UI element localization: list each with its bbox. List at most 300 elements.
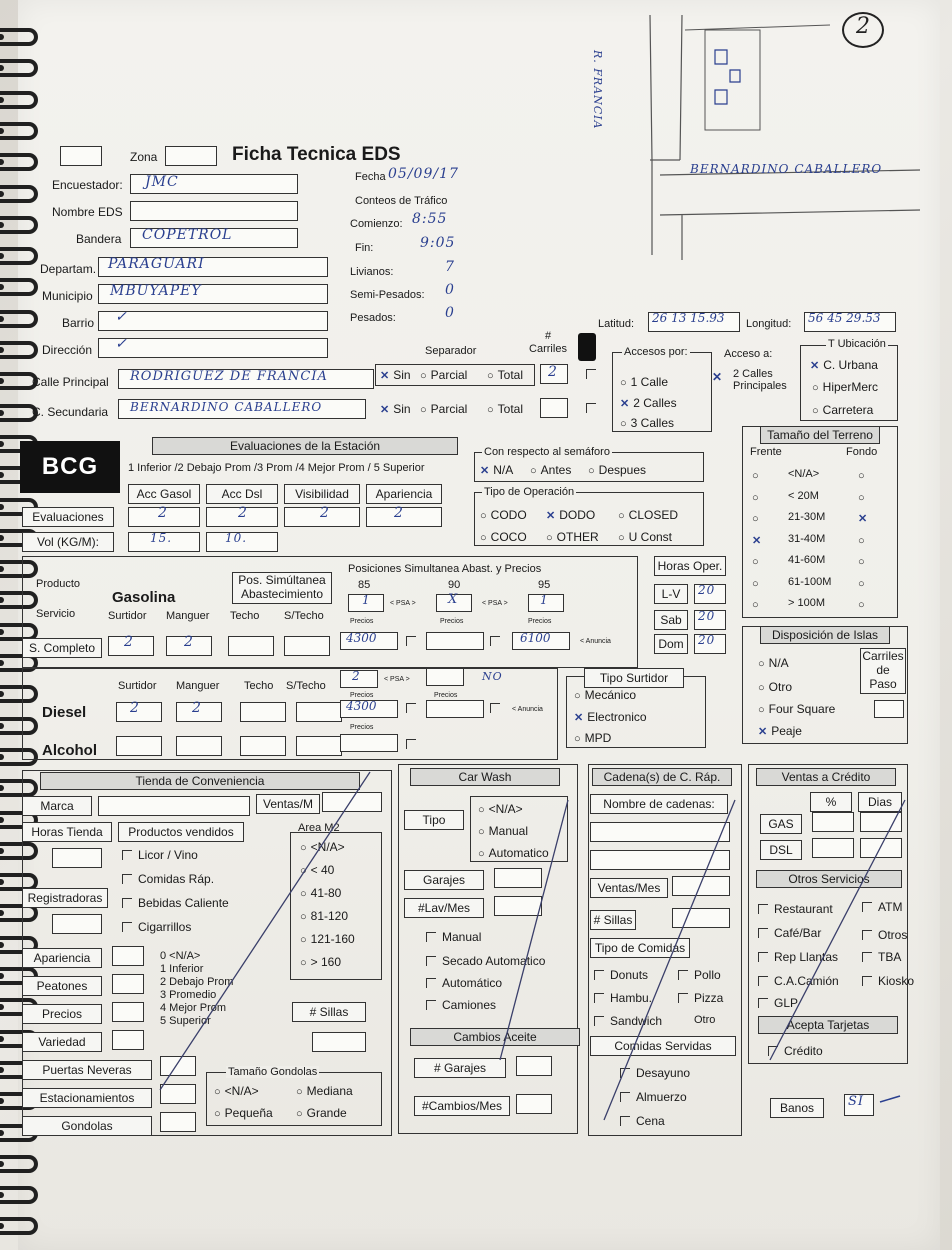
terreno-row-label: > 100M	[788, 597, 825, 609]
direccion-field[interactable]	[98, 338, 328, 358]
g-stecho-field[interactable]	[284, 636, 330, 656]
dom-value: 20	[698, 633, 716, 647]
gas-label: GAS	[760, 814, 802, 834]
vol-label: Vol (KG/M):	[22, 532, 114, 552]
d-techo-field[interactable]	[240, 702, 286, 722]
semaforo-despues[interactable]: ○ Despues	[588, 463, 646, 477]
sab-label: Sab	[654, 610, 688, 630]
calle-principal-label: Calle Principal	[32, 375, 109, 389]
tamano-gondolas-label: Tamaño Gondolas	[228, 1066, 318, 1078]
credito-header: Ventas a Crédito	[756, 768, 896, 786]
chk-pizza[interactable]: Pizza	[678, 991, 723, 1005]
departam-label: Departam.	[40, 262, 97, 276]
gas-pct-field[interactable]	[812, 812, 854, 832]
precios-1: Precios	[350, 618, 374, 625]
ubicacion-label: T Ubicación	[828, 338, 886, 350]
terreno-frente-radio[interactable]	[752, 468, 763, 482]
stecho-label: S/Techo	[284, 610, 324, 622]
terreno-fondo-radio[interactable]	[858, 597, 869, 611]
c-cambios-label: #Cambios/Mes	[414, 1096, 510, 1116]
tipo-label: Tipo	[404, 810, 464, 830]
d-psa-label: < PSA >	[384, 676, 410, 683]
cadena-sillas-label: # Sillas	[590, 910, 636, 930]
chk-hambu[interactable]: Hambu.	[594, 991, 652, 1005]
psa-2: < PSA >	[482, 600, 508, 607]
spiral-ring	[0, 185, 38, 203]
barrio-value: ✓	[115, 309, 128, 325]
garajes-field[interactable]	[494, 868, 542, 888]
sep1-check[interactable]	[586, 369, 596, 379]
conteos-label: Conteos de Tráfico	[355, 195, 448, 207]
cw-manual[interactable]: ○ Manual	[478, 824, 528, 838]
chk-almuerzo[interactable]: Almuerzo	[620, 1090, 687, 1104]
fin-label: Fin:	[355, 242, 374, 254]
gas-dias-field[interactable]	[860, 812, 902, 832]
p90-value: X	[448, 592, 459, 607]
sep1-sin[interactable]: ✕ Sin	[380, 368, 411, 382]
lavmes-label: #Lav/Mes	[404, 898, 484, 918]
carriles-1-value: 2	[548, 364, 558, 380]
bandera-value: COPETROL	[142, 227, 233, 243]
ubicacion-hipermerc[interactable]: ○ HiperMerc	[812, 380, 878, 394]
area-option[interactable]: ○ 81-120	[300, 909, 348, 923]
sep1-total[interactable]: ○ Total	[487, 368, 523, 382]
pos-simultanea-box: Pos. Simúltanea Abastecimiento	[232, 572, 332, 604]
comienzo-value: 8:55	[412, 211, 448, 227]
area-option[interactable]: ○ 41-80	[300, 886, 341, 900]
estacionamientos-label: Estacionamientos	[22, 1088, 152, 1108]
d-techo-label: Techo	[244, 680, 274, 692]
d-anuncia: < Anuncia	[512, 706, 543, 713]
dom-label: Dom	[654, 634, 688, 654]
techo-label: Techo	[230, 610, 260, 622]
garajes-label: Garajes	[404, 870, 484, 890]
p90-label: 90	[448, 579, 461, 591]
g-manguer-value: 2	[184, 634, 194, 650]
scale-item: 2 Debajo Prom	[160, 976, 234, 988]
islas-otro[interactable]: ○ Otro	[758, 680, 792, 694]
scale-item: 3 Promedio	[160, 989, 217, 1001]
producto-label: Producto	[36, 578, 81, 590]
carriles-label: # Carriles	[529, 330, 567, 355]
d-price2-check[interactable]	[490, 703, 500, 713]
gondolas-field[interactable]	[160, 1112, 196, 1132]
terreno-fondo-radio[interactable]	[858, 468, 869, 482]
acc-gasol-col: Acc Gasol	[128, 484, 200, 504]
price-85-check[interactable]	[406, 636, 416, 646]
livianos-label: Livianos:	[350, 266, 394, 278]
gondola-grande[interactable]: ○ Grande	[296, 1106, 347, 1120]
pct-label: %	[810, 792, 852, 812]
cambios-aceite-header: Cambios Aceite	[410, 1028, 580, 1046]
spiral-ring	[0, 310, 38, 328]
chk-licor[interactable]: Licor / Vino	[122, 848, 198, 862]
terreno-header: Tamaño del Terreno	[760, 426, 880, 444]
eval-4-field[interactable]	[366, 507, 442, 527]
islas-peaje[interactable]: ✕ Peaje	[758, 724, 802, 738]
a-surtidor-field[interactable]	[116, 736, 162, 756]
d-p2-field[interactable]	[426, 668, 464, 686]
chk-pollo[interactable]: Pollo	[678, 968, 721, 982]
form-title: Ficha Tecnica EDS	[232, 144, 401, 165]
chk-cafe[interactable]: Café/Bar	[758, 926, 821, 940]
surtidor-mpd[interactable]: ○ MPD	[574, 731, 611, 745]
p85-value: 1	[362, 593, 371, 607]
gondolas-label: Gondolas	[22, 1116, 152, 1136]
terreno-row-label: < 20M	[788, 489, 819, 502]
pesados-value: 0	[445, 305, 455, 321]
puertas-neveras-label: Puertas Neveras	[22, 1060, 152, 1080]
islas-na[interactable]: ○ N/A	[758, 656, 789, 670]
d-precios-1: Precios	[350, 692, 374, 699]
terreno-fondo-radio[interactable]	[858, 576, 869, 590]
fecha-value: 05/09/17	[388, 166, 459, 182]
cadena-sillas-field[interactable]	[672, 908, 730, 928]
id-field[interactable]	[60, 146, 102, 166]
semi-value: 0	[445, 282, 455, 298]
lv-value: 20	[698, 583, 716, 597]
price-90-field[interactable]	[426, 632, 484, 650]
d-price-check[interactable]	[406, 703, 416, 713]
s-completo-label: S. Completo	[22, 638, 102, 658]
sillas-label: # Sillas	[292, 1002, 366, 1022]
accesos-3-calles[interactable]: ○ 3 Calles	[620, 416, 674, 430]
apariencia-label: Apariencia	[22, 948, 102, 968]
semaforo-na[interactable]: ✕ N/A	[480, 463, 513, 477]
d-surtidor-value: 2	[130, 700, 140, 716]
bandera-label: Bandera	[76, 232, 122, 246]
location-sketch	[590, 10, 930, 270]
chk-comidas[interactable]: Comidas Ráp.	[122, 872, 214, 886]
a-price-check[interactable]	[406, 739, 416, 749]
tipo-comidas-label: Tipo de Comidas	[590, 938, 690, 958]
sab-value: 20	[698, 609, 716, 623]
price-95-value: 6100	[520, 631, 551, 645]
eval-4-value: 2	[394, 505, 404, 521]
direccion-value: ✓	[115, 336, 128, 352]
acceso-a-check[interactable]: ✕	[712, 370, 723, 384]
surtidor-electronico[interactable]: ✕ Electronico	[574, 710, 647, 724]
latitud-value: 26 13 15.93	[652, 311, 725, 325]
spiral-ring	[0, 247, 38, 265]
gondola-pequena[interactable]: ○ Pequeña	[214, 1106, 273, 1120]
islas-four[interactable]: ○ Four Square	[758, 702, 835, 716]
gondola-mediana[interactable]: ○ Mediana	[296, 1084, 353, 1098]
municipio-label: Municipio	[42, 289, 93, 303]
chk-sandwich[interactable]: Sandwich	[594, 1014, 662, 1028]
apariencia-field[interactable]	[112, 946, 144, 966]
c-cambios-field[interactable]	[516, 1094, 552, 1114]
peatones-field[interactable]	[112, 974, 144, 994]
spiral-ring	[0, 153, 38, 171]
chk-ca-camion[interactable]: C.A.Camión	[758, 974, 839, 988]
estacionamientos-field[interactable]	[160, 1084, 196, 1104]
terreno-fondo-radio[interactable]	[858, 533, 869, 547]
sketch-street-1: R. FRANCIA	[591, 50, 604, 130]
p95-label: 95	[538, 579, 551, 591]
scale-item: 1 Inferior	[160, 963, 204, 975]
ubicacion-carretera[interactable]: ○ Carretera	[812, 403, 873, 417]
d-manguer-label: Manguer	[176, 680, 220, 692]
chk-cena[interactable]: Cena	[620, 1114, 665, 1128]
d-no-value: NO	[482, 670, 503, 683]
precios-2: Precios	[440, 618, 464, 625]
area-m2-label: Area M2	[298, 822, 340, 834]
departam-value: PARAGUARI	[108, 256, 205, 272]
chk-otros[interactable]: Otros	[862, 928, 907, 942]
dsl-dias-field[interactable]	[860, 838, 902, 858]
municipio-value: MBUYAPEY	[110, 283, 202, 299]
sep2-total[interactable]: ○ Total	[487, 402, 523, 416]
alcohol-label: Alcohol	[42, 742, 97, 759]
terreno-fondo-radio[interactable]	[858, 554, 869, 568]
d-psa-value: 2	[352, 669, 361, 683]
cadena-header: Cadena(s) de C. Ráp.	[592, 768, 732, 786]
sillas-field[interactable]	[312, 1032, 366, 1052]
area-option[interactable]: ○ 121-160	[300, 932, 355, 946]
spiral-ring	[0, 28, 38, 46]
carriles-paso-label: Carriles de Paso	[860, 648, 906, 694]
gasolina-label: Gasolina	[112, 589, 176, 606]
otros-servicios-header: Otros Servicios	[756, 870, 902, 888]
d-precios-3: Precios	[350, 724, 374, 731]
productos-vendidos-label: Productos vendidos	[118, 822, 244, 842]
chk-rep[interactable]: Rep Llantas	[758, 950, 838, 964]
area-option[interactable]: ○ < 40	[300, 863, 334, 877]
marca-label: Marca	[22, 796, 92, 816]
ventas-m-label: Ventas/M	[256, 794, 320, 814]
d-manguer-value: 2	[192, 700, 202, 716]
longitud-value: 56 45 29.53	[808, 311, 881, 325]
semi-label: Semi-Pesados:	[350, 289, 425, 301]
chk-donuts[interactable]: Donuts	[594, 968, 648, 982]
frente-label: Frente	[750, 446, 782, 458]
op-closed[interactable]: ○ CLOSED	[618, 508, 678, 522]
peatones-label: Peatones	[22, 976, 102, 996]
cadena-name-2[interactable]	[590, 850, 730, 870]
area-option[interactable]: ○ <N/A>	[300, 840, 345, 854]
c-garajes-field[interactable]	[516, 1056, 552, 1076]
accesos-1-calle[interactable]: ○ 1 Calle	[620, 375, 668, 389]
acceso-a-option: 2 Calles Principales	[733, 368, 787, 392]
terreno-frente-radio[interactable]	[752, 554, 763, 568]
sep2-parcial[interactable]: ○ Parcial	[420, 402, 467, 416]
posiciones-label: Posiciones Simultanea Abast. y Precios	[348, 563, 542, 575]
d-price2-field[interactable]	[426, 700, 484, 718]
marca-field[interactable]	[98, 796, 250, 816]
chk-cw-secado[interactable]: Secado Automatico	[426, 954, 545, 968]
acepta-tarjetas-header: Acepta Tarjetas	[758, 1016, 898, 1034]
op-dodo[interactable]: ✕ DODO	[546, 508, 595, 522]
cadena-ventas-label: Ventas/Mes	[590, 878, 668, 898]
terreno-fondo-radio[interactable]	[858, 490, 869, 504]
ventas-m-field[interactable]	[322, 792, 382, 812]
islas-header: Disposición de Islas	[760, 626, 890, 644]
cadena-name-1[interactable]	[590, 822, 730, 842]
terreno-frente-radio[interactable]	[752, 490, 763, 504]
tienda-header: Tienda de Conveniencia	[40, 772, 360, 790]
psa-1: < PSA >	[390, 600, 416, 607]
calle-principal-value: RODRIGUEZ DE FRANCIA	[130, 369, 328, 384]
scale-item: 0 <N/A>	[160, 950, 201, 962]
accesos-2-calles[interactable]: ✕ 2 Calles	[620, 396, 677, 410]
surtidor-mecanico[interactable]: ○ Mecánico	[574, 688, 636, 702]
chk-atm[interactable]: ATM	[862, 900, 902, 914]
terreno-frente-radio[interactable]	[752, 576, 763, 590]
ubicacion-urbana[interactable]: ✕ C. Urbana	[810, 358, 878, 372]
evaluaciones-row-label: Evaluaciones	[22, 507, 114, 527]
chk-glp[interactable]: GLP	[758, 996, 798, 1010]
barrio-field[interactable]	[98, 311, 328, 331]
nombre-cadenas-label: Nombre de cadenas:	[590, 794, 728, 814]
precios-3: Precios	[528, 618, 552, 625]
d-stecho-label: S/Techo	[286, 680, 326, 692]
spiral-ring	[0, 1217, 38, 1235]
terreno-row-label: 41-60M	[788, 554, 826, 566]
spiral-ring	[0, 59, 38, 77]
eval-3-value: 2	[320, 505, 330, 521]
cw-automatico[interactable]: ○ Automatico	[478, 846, 549, 860]
encuestador-label: Encuestador:	[52, 178, 123, 192]
gondola-na[interactable]: ○ <N/A>	[214, 1084, 259, 1098]
chk-tba[interactable]: TBA	[862, 950, 901, 964]
d-stecho-field[interactable]	[296, 702, 342, 722]
registradoras-label: Registradoras	[22, 888, 108, 908]
c-garajes-label: # Garajes	[414, 1058, 506, 1078]
horas-oper-label: Horas Oper.	[654, 556, 726, 576]
p85-label: 85	[358, 579, 371, 591]
terreno-fondo-radio[interactable]	[858, 511, 871, 525]
semaforo-antes[interactable]: ○ Antes	[530, 463, 571, 477]
terreno-frente-radio[interactable]	[752, 533, 765, 547]
a-stecho-field[interactable]	[296, 736, 342, 756]
terreno-row-label: 31-40M	[788, 532, 826, 545]
sep2-check[interactable]	[586, 403, 596, 413]
op-codo[interactable]: ○ CODO	[480, 508, 527, 522]
terreno-row-label: 61-100M	[788, 575, 832, 588]
horas-tienda-label: Horas Tienda	[22, 822, 112, 842]
pesados-label: Pesados:	[350, 312, 396, 324]
scale-item: 5 Superior	[160, 1015, 211, 1027]
fin-value: 9:05	[420, 235, 456, 251]
diesel-label: Diesel	[42, 704, 87, 721]
accesos-label: Accesos por:	[624, 346, 688, 358]
servicio-label: Servicio	[36, 608, 76, 620]
chk-cw-auto[interactable]: Automático	[426, 976, 502, 990]
cw-na[interactable]: ○ <N/A>	[478, 802, 523, 816]
sep2-sin[interactable]: ✕ Sin	[380, 402, 411, 416]
dias-label: Dias	[858, 792, 902, 812]
dsl-pct-field[interactable]	[812, 838, 854, 858]
eval-1-value: 2	[158, 505, 168, 521]
chk-credito[interactable]: Crédito	[768, 1044, 823, 1058]
chk-kiosko[interactable]: Kiosko	[862, 974, 914, 988]
precios-field[interactable]	[112, 1002, 144, 1022]
sketch-street-2: BERNARDINO CABALLERO	[690, 162, 883, 176]
puertas-neveras-field[interactable]	[160, 1056, 196, 1076]
g-techo-field[interactable]	[228, 636, 274, 656]
p95-value: 1	[540, 593, 549, 607]
terreno-frente-radio[interactable]	[752, 597, 763, 611]
nombre-eds-field[interactable]	[130, 201, 298, 221]
precios-label: Precios	[22, 1004, 102, 1024]
terreno-frente-radio[interactable]	[752, 511, 763, 525]
d-price-value: 4300	[346, 699, 377, 713]
spiral-ring	[0, 1155, 38, 1173]
livianos-value: 7	[445, 259, 455, 275]
d-precios-2: Precios	[434, 692, 458, 699]
chk-bebidas[interactable]: Bebidas Caliente	[122, 896, 229, 910]
carriles-paso-field[interactable]	[874, 700, 904, 718]
eval-2-value: 2	[238, 505, 248, 521]
page-number: 2	[856, 14, 871, 39]
chk-desayuno[interactable]: Desayuno	[620, 1066, 690, 1080]
a-manguer-field[interactable]	[176, 736, 222, 756]
sep1-parcial[interactable]: ○ Parcial	[420, 368, 467, 382]
op-uconst[interactable]: ○ U Const	[618, 530, 672, 544]
carriles-2-field[interactable]	[540, 398, 568, 418]
terreno-row-label: 21-30M	[788, 511, 826, 523]
scale-item: 4 Mejor Prom	[160, 1002, 227, 1014]
vol-2-value: 10.	[225, 531, 248, 545]
chk-restaurant[interactable]: Restaurant	[758, 902, 833, 916]
variedad-label: Variedad	[22, 1032, 102, 1052]
chk-cigarrillos[interactable]: Cigarrillos	[122, 920, 191, 934]
spiral-ring	[0, 216, 38, 234]
zona-field[interactable]	[165, 146, 217, 166]
area-option[interactable]: ○ > 160	[300, 955, 341, 969]
manguer-label: Manguer	[166, 610, 210, 622]
lavmes-field[interactable]	[494, 896, 542, 916]
cadena-ventas-field[interactable]	[672, 876, 730, 896]
bcg-logo: BCG	[20, 441, 120, 493]
chk-cw-camiones[interactable]: Camiones	[426, 998, 496, 1012]
anuncia-1: < Anuncia	[580, 638, 611, 645]
surtidor-label: Surtidor	[108, 610, 147, 622]
evaluaciones-scale: 1 Inferior /2 Debajo Prom /3 Prom /4 Mejor Prom / 5 Superior	[128, 462, 425, 474]
encuestador-value: JMC	[145, 174, 179, 190]
apariencia-col: Apariencia	[366, 484, 442, 504]
acceso-a-label: Acceso a:	[724, 348, 773, 360]
a-techo-field[interactable]	[240, 736, 286, 756]
c-secundaria-label: C. Secundaria	[32, 405, 109, 419]
spiral-ring	[0, 122, 38, 140]
semaforo-label: Con respecto al semáforo	[484, 446, 610, 458]
price-90-check[interactable]	[490, 636, 500, 646]
evaluaciones-header: Evaluaciones de la Estación	[152, 437, 458, 455]
a-price-field[interactable]	[340, 734, 398, 752]
variedad-field[interactable]	[112, 1030, 144, 1050]
lv-label: L-V	[654, 584, 688, 604]
terreno-row-label: <N/A>	[788, 468, 820, 480]
tipo-surtidor-label: Tipo Surtidor	[584, 668, 684, 688]
fondo-label: Fondo	[846, 446, 878, 458]
chk-cw-manual[interactable]: Manual	[426, 930, 481, 944]
visibilidad-col: Visibilidad	[284, 484, 360, 504]
longitud-label: Longitud:	[746, 318, 792, 330]
registradoras-field[interactable]	[52, 914, 102, 934]
spiral-ring	[0, 341, 38, 359]
op-other[interactable]: ○ OTHER	[546, 530, 599, 544]
horas-tienda-field[interactable]	[52, 848, 102, 868]
carwash-header: Car Wash	[410, 768, 560, 786]
comienzo-label: Comienzo:	[350, 218, 403, 230]
nombre-eds-label: Nombre EDS	[52, 205, 123, 219]
spiral-ring	[0, 91, 38, 109]
spiral-ring	[0, 278, 38, 296]
barrio-label: Barrio	[62, 316, 95, 330]
op-coco[interactable]: ○ COCO	[480, 530, 527, 544]
